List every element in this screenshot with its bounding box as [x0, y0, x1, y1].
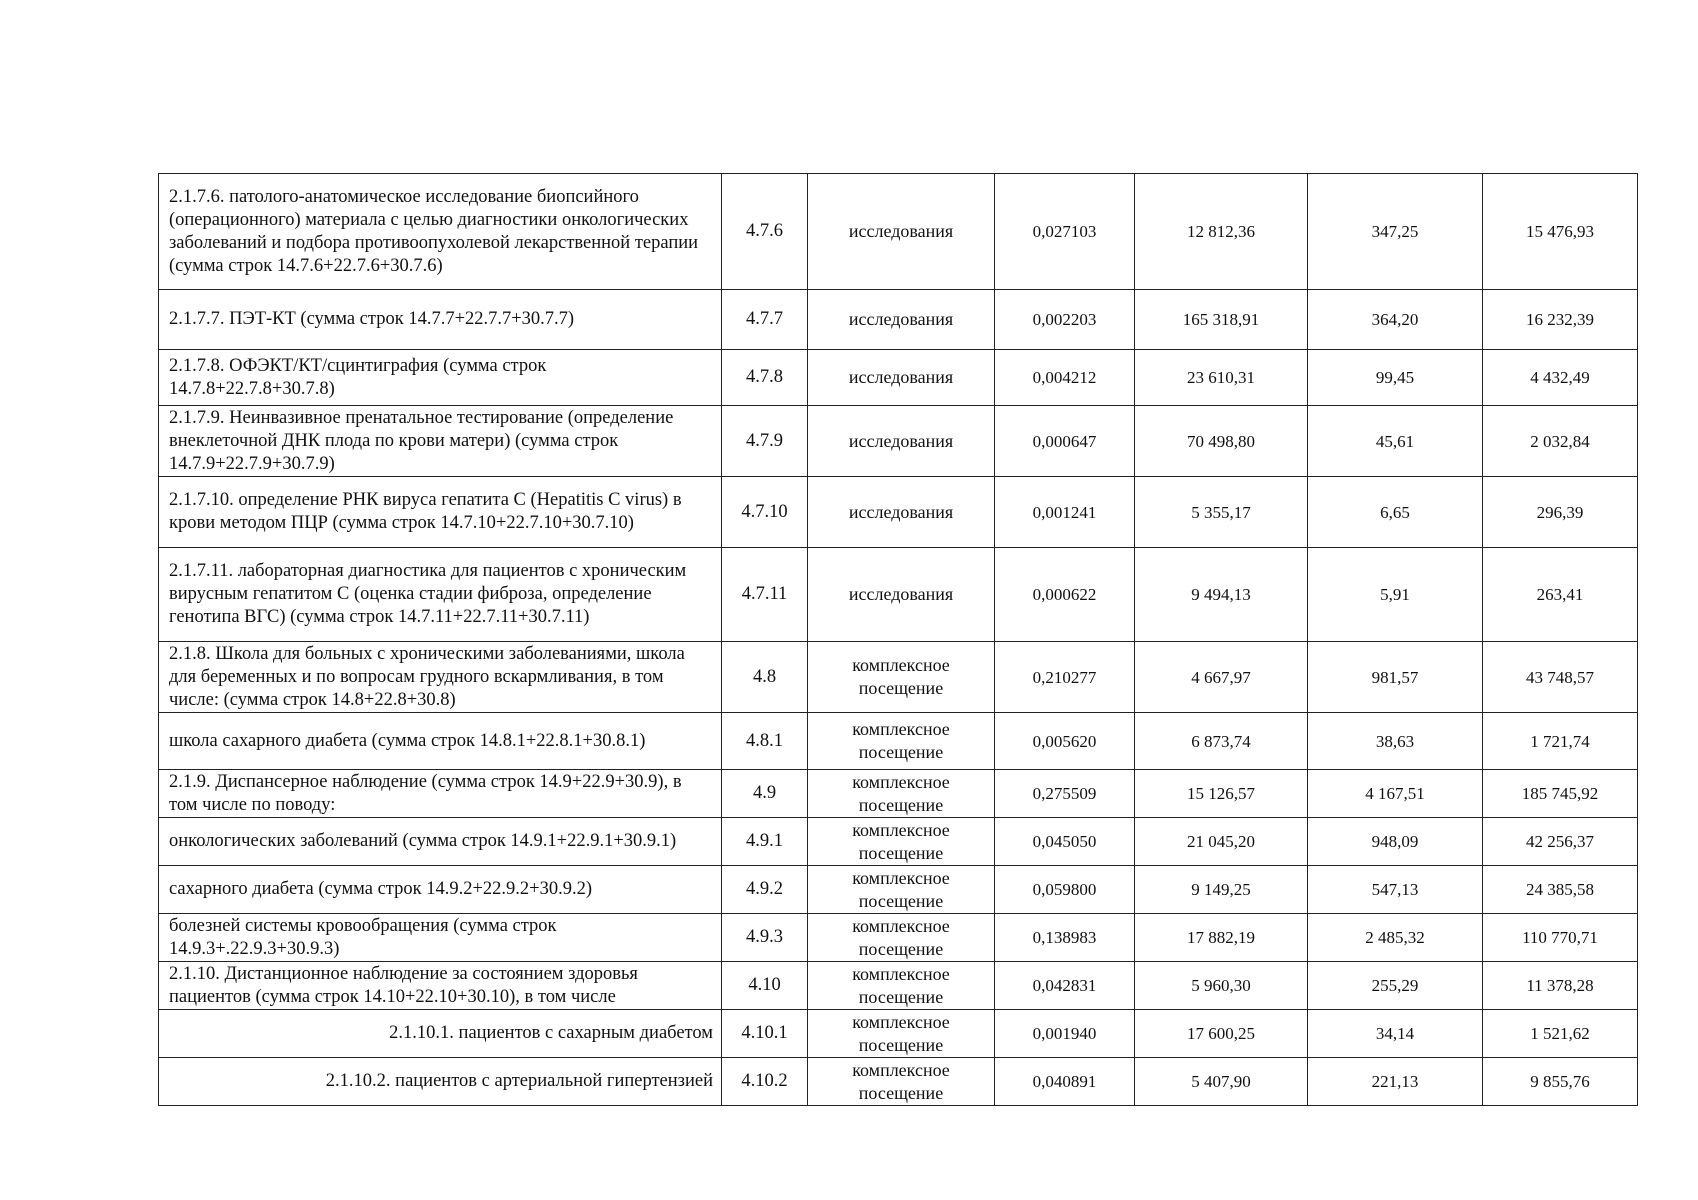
row-norm: 0,027103	[995, 174, 1135, 290]
row-norm: 0,002203	[995, 290, 1135, 350]
row-code: 4.10	[722, 962, 808, 1010]
table-row	[159, 770, 1638, 818]
row-description: 2.1.7.9. Неинвазивное пренатальное тестирование (определение внеклеточной ДНК плода по крови матери) (сумма строк 14.7.9+22.7.9+30.7.9)	[159, 406, 722, 477]
row-cost: 12 812,36	[1135, 174, 1308, 290]
row-description: 2.1.7.11. лабораторная диагностика для пациентов с хроническим вирусным гепатитом С (оценка стадии фиброза, определение генотипа ВГС) (сумма строк 14.7.11+22.7.11+30.7.11)	[159, 548, 722, 642]
table-row	[159, 962, 1638, 1010]
row-total: 4 432,49	[1483, 350, 1638, 406]
row-per-capita: 364,20	[1308, 290, 1483, 350]
row-code: 4.9.2	[722, 866, 808, 914]
row-total: 1 721,74	[1483, 713, 1638, 770]
row-unit: исследования	[808, 406, 995, 477]
row-total: 263,41	[1483, 548, 1638, 642]
row-unit: комплексное посещение	[808, 914, 995, 962]
row-per-capita: 221,13	[1308, 1058, 1483, 1106]
row-description: 2.1.10. Дистанционное наблюдение за состоянием здоровья пациентов (сумма строк 14.10+22.10+30.10), в том числе	[159, 962, 722, 1010]
row-cost: 70 498,80	[1135, 406, 1308, 477]
row-code: 4.9	[722, 770, 808, 818]
row-cost: 4 667,97	[1135, 642, 1308, 713]
data-table	[158, 173, 1638, 1106]
row-norm: 0,000622	[995, 548, 1135, 642]
table-row	[159, 1010, 1638, 1058]
table-row	[159, 406, 1638, 477]
row-per-capita: 547,13	[1308, 866, 1483, 914]
row-unit: исследования	[808, 290, 995, 350]
row-cost: 21 045,20	[1135, 818, 1308, 866]
row-per-capita: 981,57	[1308, 642, 1483, 713]
row-description: 2.1.8. Школа для больных с хроническими заболеваниями, школа для беременных и по вопросам грудного вскармливания, в том числе: (сумма строк 14.8+22.8+30.8)	[159, 642, 722, 713]
row-code: 4.9.3	[722, 914, 808, 962]
row-description: 2.1.7.6. патолого-анатомическое исследование биопсийного (операционного) материала с целью диагностики онкологических заболеваний и подбора противоопухолевой лекарственной терапии (сумма строк 14.7.6+22.7.6+30.7.6)	[159, 174, 722, 290]
row-cost: 17 600,25	[1135, 1010, 1308, 1058]
row-description: 2.1.10.2. пациентов с артериальной гипертензией	[159, 1058, 722, 1106]
row-total: 2 032,84	[1483, 406, 1638, 477]
table-row	[159, 174, 1638, 290]
row-total: 16 232,39	[1483, 290, 1638, 350]
row-unit: комплексное посещение	[808, 770, 995, 818]
row-unit: исследования	[808, 174, 995, 290]
row-cost: 17 882,19	[1135, 914, 1308, 962]
row-description: болезней системы кровообращения (сумма строк 14.9.3+.22.9.3+30.9.3)	[159, 914, 722, 962]
row-cost: 165 318,91	[1135, 290, 1308, 350]
row-total: 9 855,76	[1483, 1058, 1638, 1106]
row-norm: 0,045050	[995, 818, 1135, 866]
row-norm: 0,040891	[995, 1058, 1135, 1106]
row-total: 43 748,57	[1483, 642, 1638, 713]
row-cost: 15 126,57	[1135, 770, 1308, 818]
row-total: 185 745,92	[1483, 770, 1638, 818]
row-norm: 0,138983	[995, 914, 1135, 962]
table-row	[159, 350, 1638, 406]
row-code: 4.7.11	[722, 548, 808, 642]
row-code: 4.8	[722, 642, 808, 713]
row-total: 1 521,62	[1483, 1010, 1638, 1058]
row-unit: исследования	[808, 350, 995, 406]
row-code: 4.7.6	[722, 174, 808, 290]
row-norm: 0,210277	[995, 642, 1135, 713]
row-total: 15 476,93	[1483, 174, 1638, 290]
table-row	[159, 477, 1638, 548]
row-norm: 0,001241	[995, 477, 1135, 548]
row-unit: исследования	[808, 477, 995, 548]
row-code: 4.8.1	[722, 713, 808, 770]
row-unit: комплексное посещение	[808, 713, 995, 770]
row-unit: комплексное посещение	[808, 1010, 995, 1058]
table-row	[159, 1058, 1638, 1106]
row-per-capita: 34,14	[1308, 1010, 1483, 1058]
row-norm: 0,275509	[995, 770, 1135, 818]
row-code: 4.7.10	[722, 477, 808, 548]
row-total: 110 770,71	[1483, 914, 1638, 962]
row-description: сахарного диабета (сумма строк 14.9.2+22.9.2+30.9.2)	[159, 866, 722, 914]
row-norm: 0,005620	[995, 713, 1135, 770]
row-total: 42 256,37	[1483, 818, 1638, 866]
row-total: 11 378,28	[1483, 962, 1638, 1010]
table-row	[159, 548, 1638, 642]
row-per-capita: 948,09	[1308, 818, 1483, 866]
row-description: школа сахарного диабета (сумма строк 14.8.1+22.8.1+30.8.1)	[159, 713, 722, 770]
row-cost: 5 960,30	[1135, 962, 1308, 1010]
row-unit: комплексное посещение	[808, 1058, 995, 1106]
row-unit: исследования	[808, 548, 995, 642]
row-code: 4.7.7	[722, 290, 808, 350]
row-per-capita: 38,63	[1308, 713, 1483, 770]
row-per-capita: 4 167,51	[1308, 770, 1483, 818]
row-per-capita: 2 485,32	[1308, 914, 1483, 962]
row-per-capita: 255,29	[1308, 962, 1483, 1010]
row-cost: 9 494,13	[1135, 548, 1308, 642]
row-cost: 5 355,17	[1135, 477, 1308, 548]
row-description: 2.1.7.7. ПЭТ-КТ (сумма строк 14.7.7+22.7.7+30.7.7)	[159, 290, 722, 350]
row-code: 4.7.8	[722, 350, 808, 406]
row-cost: 6 873,74	[1135, 713, 1308, 770]
row-unit: комплексное посещение	[808, 866, 995, 914]
row-per-capita: 99,45	[1308, 350, 1483, 406]
row-description: 2.1.9. Диспансерное наблюдение (сумма строк 14.9+22.9+30.9), в том числе по поводу:	[159, 770, 722, 818]
row-norm: 0,001940	[995, 1010, 1135, 1058]
row-unit: комплексное посещение	[808, 962, 995, 1010]
row-description: онкологических заболеваний (сумма строк 14.9.1+22.9.1+30.9.1)	[159, 818, 722, 866]
row-cost: 9 149,25	[1135, 866, 1308, 914]
row-description: 2.1.7.8. ОФЭКТ/КТ/сцинтиграфия (сумма строк 14.7.8+22.7.8+30.7.8)	[159, 350, 722, 406]
row-per-capita: 5,91	[1308, 548, 1483, 642]
row-unit: комплексное посещение	[808, 642, 995, 713]
table-row	[159, 713, 1638, 770]
row-norm: 0,059800	[995, 866, 1135, 914]
row-total: 296,39	[1483, 477, 1638, 548]
row-per-capita: 45,61	[1308, 406, 1483, 477]
table-row	[159, 818, 1638, 866]
row-cost: 5 407,90	[1135, 1058, 1308, 1106]
row-norm: 0,004212	[995, 350, 1135, 406]
table-row	[159, 642, 1638, 713]
row-code: 4.9.1	[722, 818, 808, 866]
row-description: 2.1.10.1. пациентов с сахарным диабетом	[159, 1010, 722, 1058]
row-unit: комплексное посещение	[808, 818, 995, 866]
row-cost: 23 610,31	[1135, 350, 1308, 406]
table-row	[159, 290, 1638, 350]
table-row	[159, 914, 1638, 962]
row-description: 2.1.7.10. определение РНК вируса гепатита С (Hepatitis C virus) в крови методом ПЦР (сумма строк 14.7.10+22.7.10+30.7.10)	[159, 477, 722, 548]
row-norm: 0,042831	[995, 962, 1135, 1010]
row-per-capita: 347,25	[1308, 174, 1483, 290]
table-row	[159, 866, 1638, 914]
row-total: 24 385,58	[1483, 866, 1638, 914]
row-code: 4.7.9	[722, 406, 808, 477]
row-per-capita: 6,65	[1308, 477, 1483, 548]
row-norm: 0,000647	[995, 406, 1135, 477]
row-code: 4.10.2	[722, 1058, 808, 1106]
row-code: 4.10.1	[722, 1010, 808, 1058]
